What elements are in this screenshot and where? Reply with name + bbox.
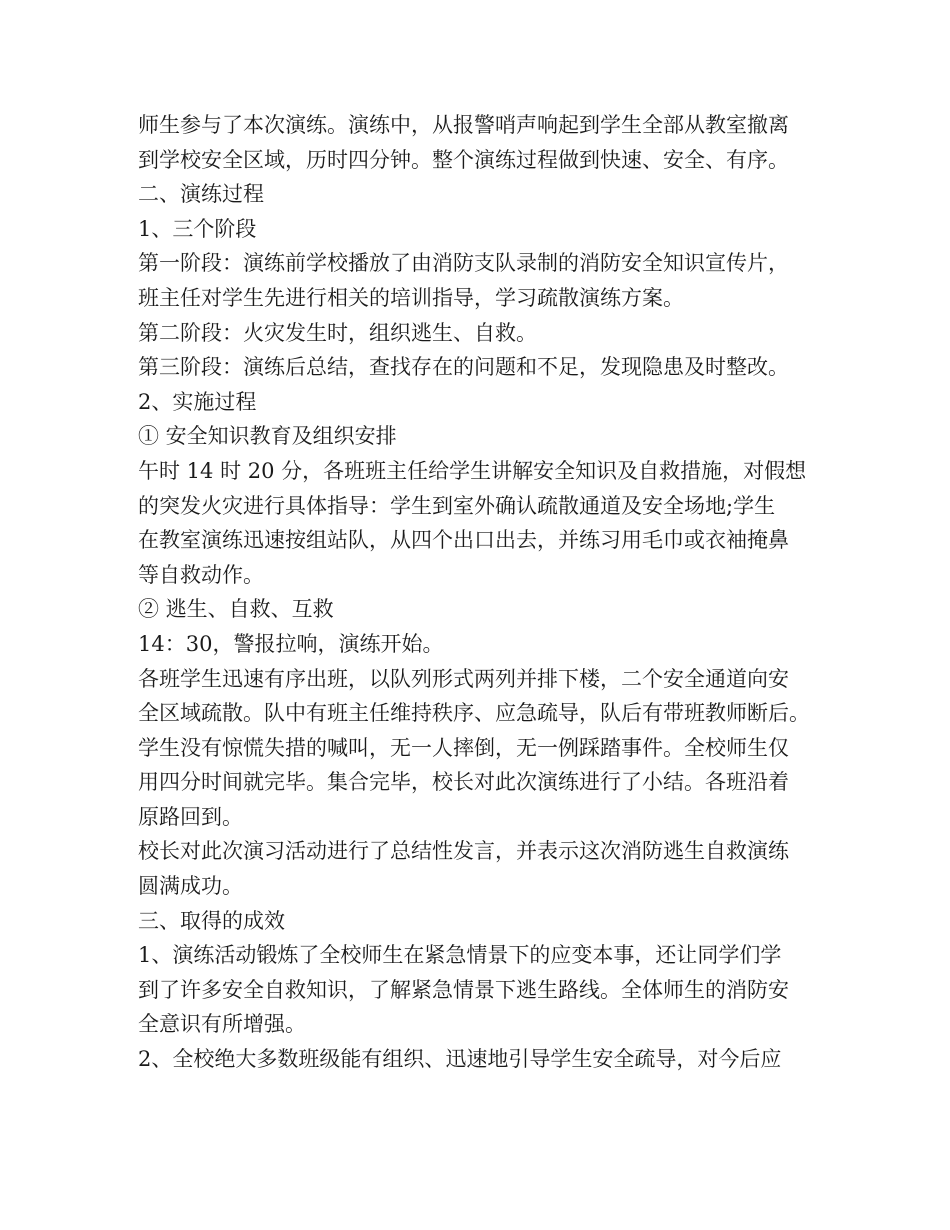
text-line: 2、全校绝大多数班级能有组织、迅速地引导学生安全疏导，对今后应 <box>138 1047 782 1072</box>
text-line: 的突发火灾进行具体指导：学生到室外确认疏散通道及安全场地;学生 <box>138 493 776 518</box>
text-line: 师生参与了本次演练。演练中，从报警哨声响起到学生全部从教室撤离 <box>138 113 789 137</box>
section-heading: 三、取得的成效 <box>138 908 285 933</box>
text-line: 班主任对学生先进行相关的培训指导，学习疏散演练方案。 <box>138 285 684 310</box>
item-heading: ① 安全知识教育及组织安排 <box>138 424 397 449</box>
text-line: 原路回到。 <box>138 804 243 829</box>
text-line: 等自救动作。 <box>138 562 264 587</box>
document-body <box>138 108 838 1077</box>
text-line: 到学校安全区域，历时四分钟。整个演练过程做到快速、安全、有序。 <box>138 147 789 172</box>
text-line: 各班学生迅速有序出班，以队列形式两列并排下楼，二个安全通道向安 <box>138 666 789 691</box>
text-line: 学生没有惊慌失措的喊叫，无一人摔倒，无一例踩踏事件。全校师生仅 <box>138 735 789 760</box>
text-line: 校长对此次演习活动进行了总结性发言，并表示这次消防逃生自救演练 <box>138 839 789 864</box>
subsection-heading: 2、实施过程 <box>138 389 257 414</box>
text-line: 在教室演练迅速按组站队，从四个出口出去，并练习用毛巾或衣袖掩鼻 <box>138 528 789 553</box>
text-line: 第一阶段：演练前学校播放了由消防支队录制的消防安全知识宣传片， <box>138 251 789 276</box>
text-line: 到了许多安全自救知识，了解紧急情景下逃生路线。全体师生的消防安 <box>138 977 789 1002</box>
text-line: 14：30，警报拉响，演练开始。 <box>138 631 444 656</box>
text-line: 全区域疏散。队中有班主任维持秩序、应急疏导，队后有带班教师断后。 <box>138 701 810 726</box>
item-heading: ② 逃生、自救、互救 <box>138 597 334 622</box>
text-line: 1、演练活动锻炼了全校师生在紧急情景下的应变本事，还让同学们学 <box>138 943 782 968</box>
subsection-heading: 1、三个阶段 <box>138 216 257 241</box>
text-line: 用四分时间就完毕。集合完毕，校长对此次演练进行了小结。各班沿着 <box>138 770 789 795</box>
text-line: 第三阶段：演练后总结，查找存在的问题和不足，发现隐患及时整改。 <box>138 355 789 380</box>
text-line: 午时 14 时 20 分，各班班主任给学生讲解安全知识及自救措施，对假想 <box>138 458 807 483</box>
text-line: 全意识有所增强。 <box>138 1012 306 1037</box>
text-line: 圆满成功。 <box>138 874 243 899</box>
section-heading: 二、演练过程 <box>138 182 264 207</box>
text-line: 第二阶段：火灾发生时，组织逃生、自救。 <box>138 320 537 345</box>
